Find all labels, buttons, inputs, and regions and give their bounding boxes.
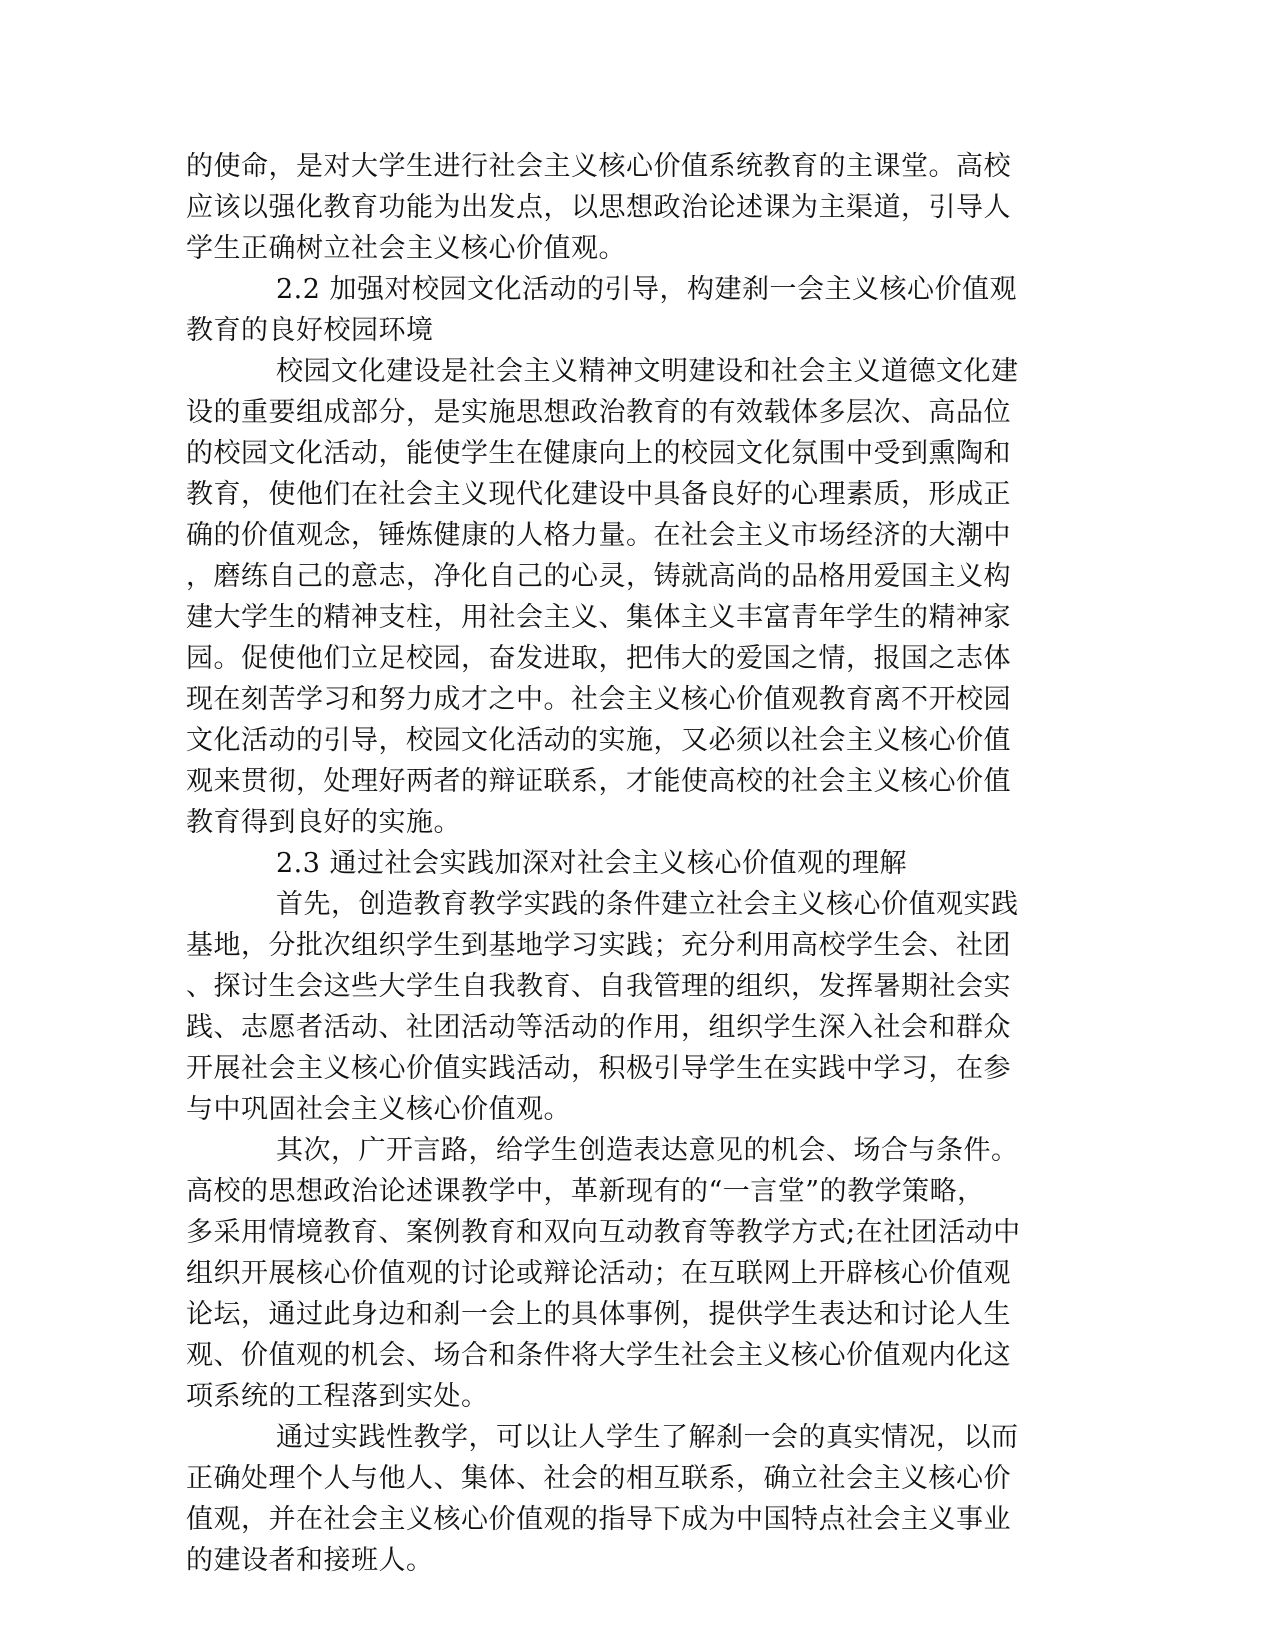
text-line: 论坛，通过此身边和刹一会上的具体事例，提供学生表达和讨论人生	[186, 1299, 1011, 1330]
text-line: 现在刻苦学习和努力成才之中。社会主义核心价值观教育离不开校园	[186, 684, 1011, 715]
paragraph-start-line: 通过实践性教学，可以让人学生了解刹一会的真实情况，以而	[276, 1422, 1019, 1453]
text-line: 的使命，是对大学生进行社会主义核心价值系统教育的主课堂。高校	[186, 151, 1011, 182]
text-line: 、探讨生会这些大学生自我教育、自我管理的组织，发挥暑期社会实	[186, 971, 1011, 1002]
text-line: 文化活动的引导，校园文化活动的实施，又必须以社会主义核心价值	[186, 725, 1011, 756]
text-line: 正确处理个人与他人、集体、社会的相互联系，确立社会主义核心价	[186, 1463, 1011, 1494]
text-line: 建大学生的精神支柱，用社会主义、集体主义丰富青年学生的精神家	[186, 602, 1011, 633]
text-line: 高校的思想政治论述课教学中，革新现有的“一言堂”的教学策略，	[186, 1176, 985, 1207]
text-line: 的建设者和接班人。	[186, 1545, 434, 1576]
document-page	[186, 146, 1066, 1581]
paragraph-start-line: 2.3 通过社会实践加深对社会主义核心价值观的理解	[276, 848, 908, 879]
paragraph-start-line: 其次，广开言路，给学生创造表达意见的机会、场合与条件。	[276, 1135, 1019, 1166]
text-line: 多采用情境教育、案例教育和双向互动教育等教学方式;在社团活动中	[186, 1217, 1021, 1248]
text-line: 教育得到良好的实施。	[186, 807, 461, 838]
text-line: 确的价值观念，锤炼健康的人格力量。在社会主义市场经济的大潮中	[186, 520, 1011, 551]
text-line: 项系统的工程落到实处。	[186, 1381, 489, 1412]
text-line: ，磨练自己的意志，净化自己的心灵，铸就高尚的品格用爱国主义构	[186, 561, 1011, 592]
text-line: 设的重要组成部分，是实施思想政治教育的有效载体多层次、高品位	[186, 397, 1011, 428]
text-line: 组织开展核心价值观的讨论或辩论活动；在互联网上开辟核心价值观	[186, 1258, 1011, 1289]
text-line: 基地，分批次组织学生到基地学习实践；充分利用高校学生会、社团	[186, 930, 1011, 961]
paragraph-start-line: 2.2 加强对校园文化活动的引导，构建刹一会主义核心价值观	[276, 274, 1018, 305]
text-line: 践、志愿者活动、社团活动等活动的作用，组织学生深入社会和群众	[186, 1012, 1011, 1043]
text-line: 园。促使他们立足校园，奋发进取，把伟大的爱国之情，报国之志体	[186, 643, 1011, 674]
text-line: 教育，使他们在社会主义现代化建设中具备良好的心理素质，形成正	[186, 479, 1011, 510]
text-line: 观、价值观的机会、场合和条件将大学生社会主义核心价值观内化这	[186, 1340, 1011, 1371]
text-line: 开展社会主义核心价值实践活动，积极引导学生在实践中学习，在参	[186, 1053, 1011, 1084]
document-body	[186, 146, 1066, 1581]
text-line: 教育的良好校园环境	[186, 315, 434, 346]
text-line: 观来贯彻，处理好两者的辩证联系，才能使高校的社会主义核心价值	[186, 766, 1011, 797]
paragraph-start-line: 首先，创造教育教学实践的条件建立社会主义核心价值观实践	[276, 889, 1019, 920]
text-line: 的校园文化活动，能使学生在健康向上的校园文化氛围中受到熏陶和	[186, 438, 1011, 469]
paragraph-start-line: 校园文化建设是社会主义精神文明建设和社会主义道德文化建	[276, 356, 1019, 387]
text-line: 学生正确树立社会主义核心价值观。	[186, 233, 626, 264]
text-line: 与中巩固社会主义核心价值观。	[186, 1094, 571, 1125]
text-line: 值观，并在社会主义核心价值观的指导下成为中国特点社会主义事业	[186, 1504, 1011, 1535]
text-line: 应该以强化教育功能为出发点，以思想政治论述课为主渠道，引导人	[186, 192, 1011, 223]
